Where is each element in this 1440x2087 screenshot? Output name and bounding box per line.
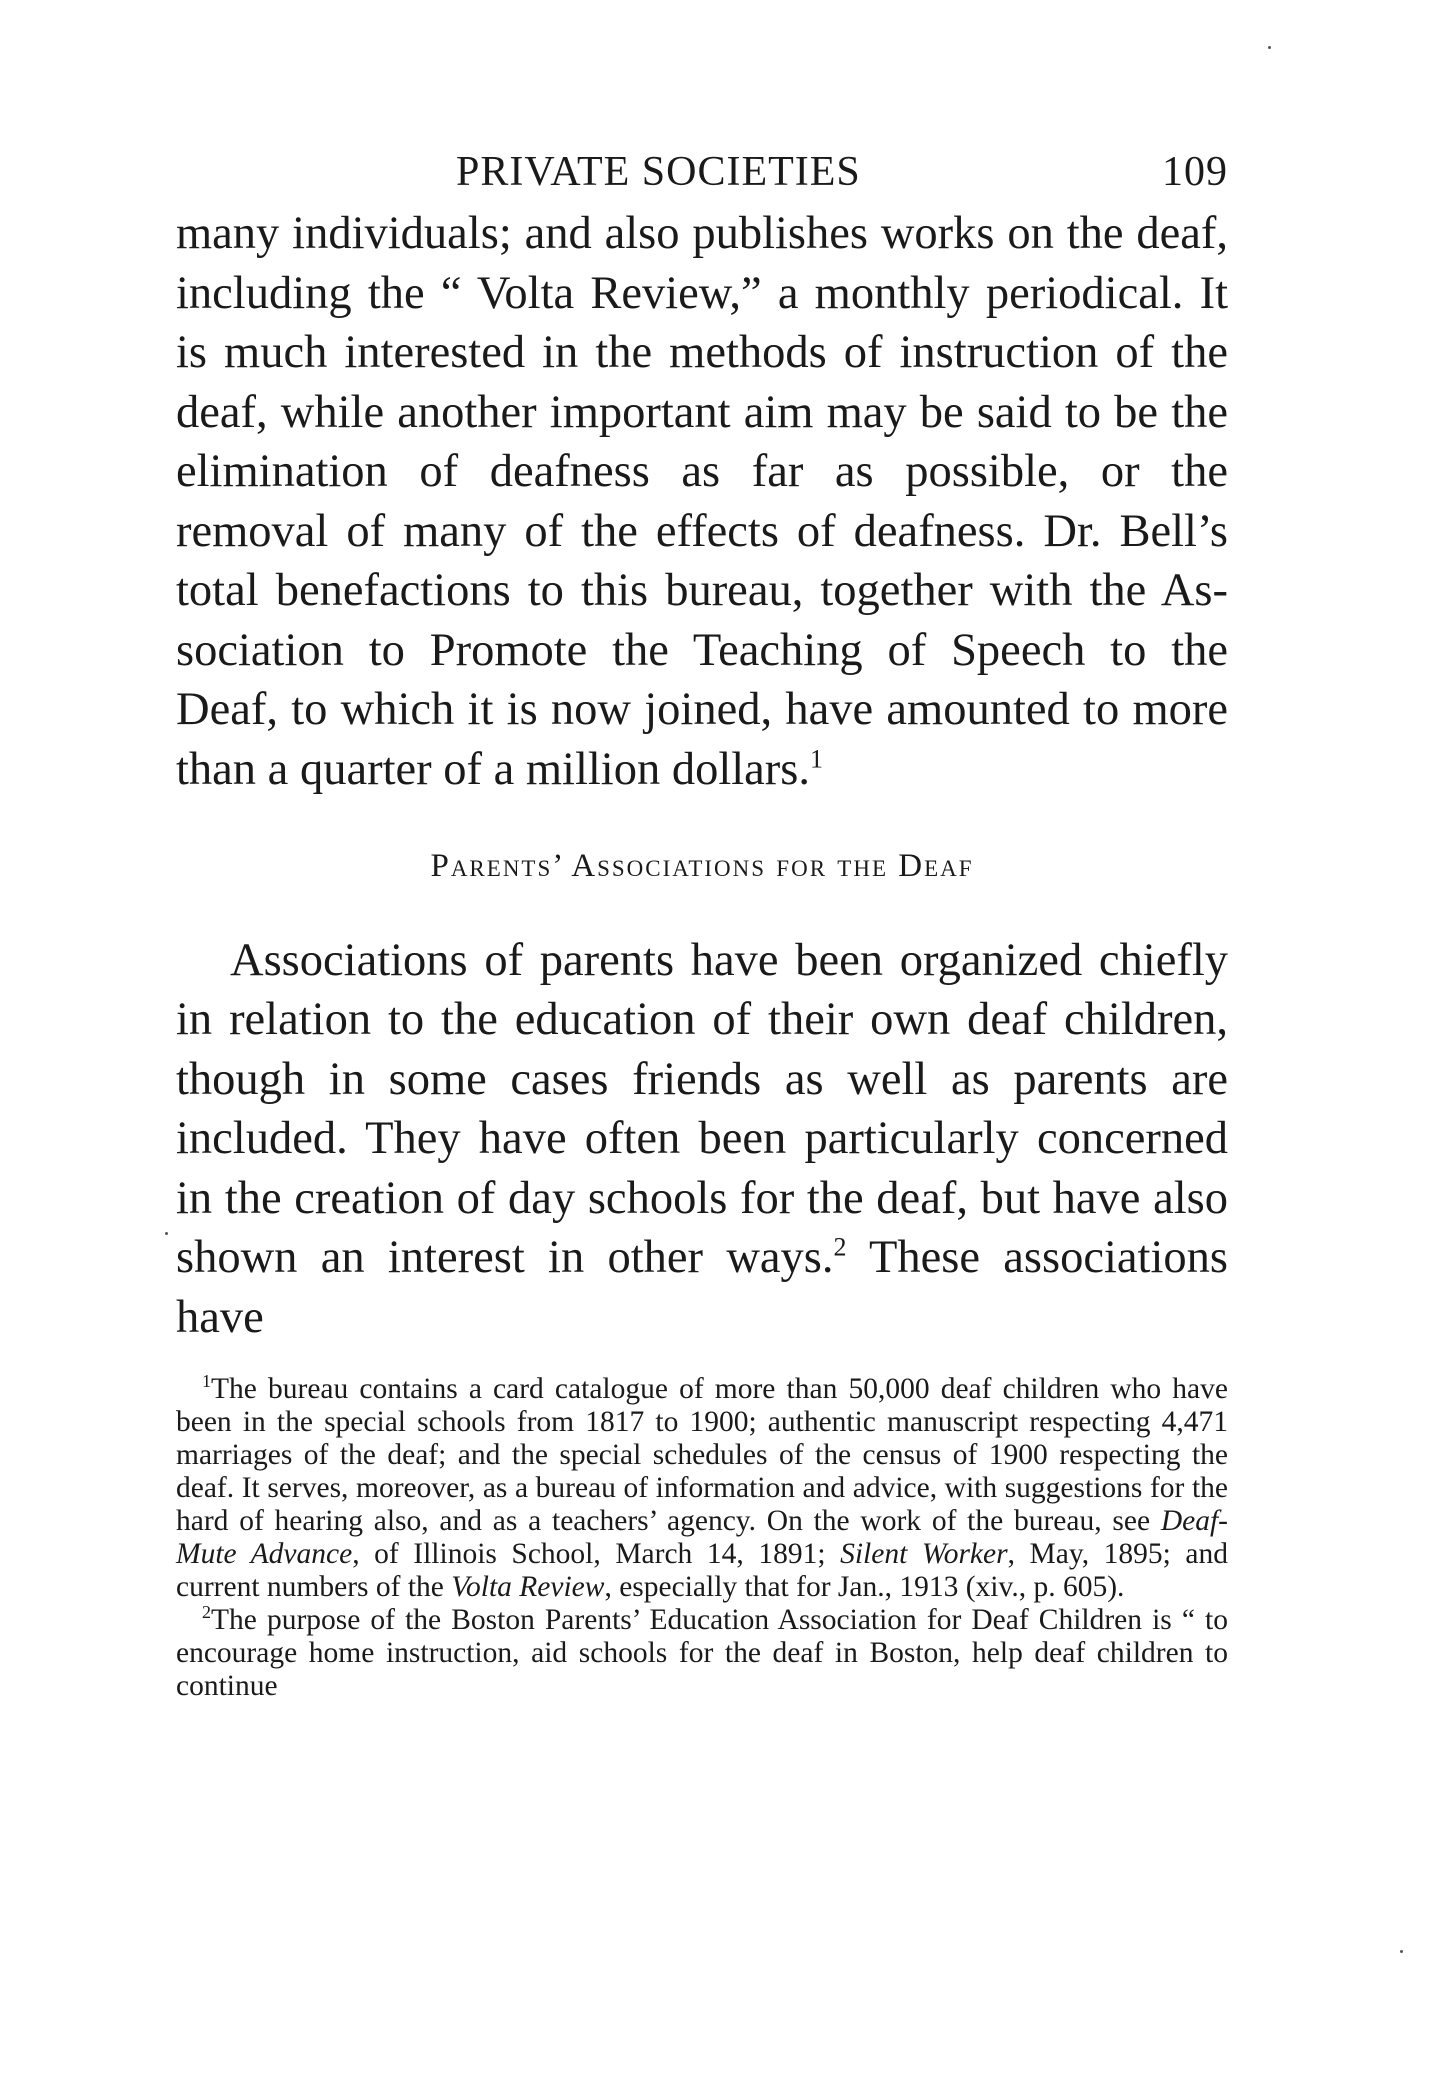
scan-speck — [165, 1232, 168, 1235]
paragraph-text-continued: These associations have — [176, 1232, 1228, 1343]
scan-speck — [1400, 1950, 1403, 1953]
section-heading: Parents’ Associations for the Deaf — [430, 848, 974, 884]
paragraph-text: Associations of parents have been organized chiefly in relation to the education of their own deaf children, though in some cases friends as well as parents are included. They have often been particularly concerned in the creation of day schools for the deaf, but have also shown an interest in other ways. — [176, 934, 1228, 1283]
footnotes — [176, 1373, 1228, 1703]
paragraph — [176, 204, 1228, 799]
running-title: PRIVATE SOCIETIES — [456, 149, 861, 195]
main-text — [176, 204, 1228, 1347]
footnote-text: The purpose of the Boston Parents’ Education Association for Deaf Children is “ to encourage home instruction, aid schools for the deaf in Boston, help deaf children to continue — [176, 1604, 1228, 1702]
footnote-text: , of Illinois School, March 14, 1891; — [352, 1538, 841, 1570]
footnote-text: , May, 1895; and current numbers of the — [176, 1538, 1229, 1603]
cited-title: Silent Worker — [840, 1538, 1008, 1570]
footnote-marker: 2 — [202, 1602, 211, 1623]
footnote — [176, 1373, 1228, 1604]
footnote-marker: 1 — [202, 1371, 211, 1392]
cited-title: Deaf-Mute Advance — [176, 1505, 1228, 1570]
footnote-reference: 2 — [833, 1232, 847, 1262]
book-page — [176, 140, 1228, 1703]
paragraph-text: many individuals; and also publishes works on the deaf, including the “ Volta Review,” a monthly periodical. It is much interested in the methods of instruction of the deaf, while another important aim may be said to be the elimination of deafness as far as possible, or the removal of many of the effects of deafness. Dr. Bell’s total benefactions to this bureau, together with the Association to Promote the Teaching of Speech to the Deaf, to which it is now joined, have amounted to more than a quarter of a million dollars. — [176, 208, 1228, 795]
page-number: 109 — [1162, 149, 1228, 195]
paragraph — [176, 931, 1228, 1348]
footnote-text: , especially that for Jan., 1913 (xiv., p. 605). — [604, 1571, 1125, 1603]
running-header — [176, 140, 1228, 200]
footnote-text: The bureau contains a card catalogue of more than 50,000 deaf children who have been in the special schools from 1817 to 1900; authentic manuscript respecting 4,471 marriages of the deaf; and the special schedules of the census of 1900 respecting the deaf. It serves, moreover, as a bureau of information and advice, with suggestions for the hard of hearing also, and as a teachers’ agency. On the work of the bureau, see — [176, 1373, 1228, 1537]
footnote — [176, 1604, 1228, 1703]
scan-speck — [1268, 46, 1271, 49]
footnote-reference: 1 — [810, 744, 824, 773]
cited-title: Volta Review — [451, 1571, 605, 1603]
